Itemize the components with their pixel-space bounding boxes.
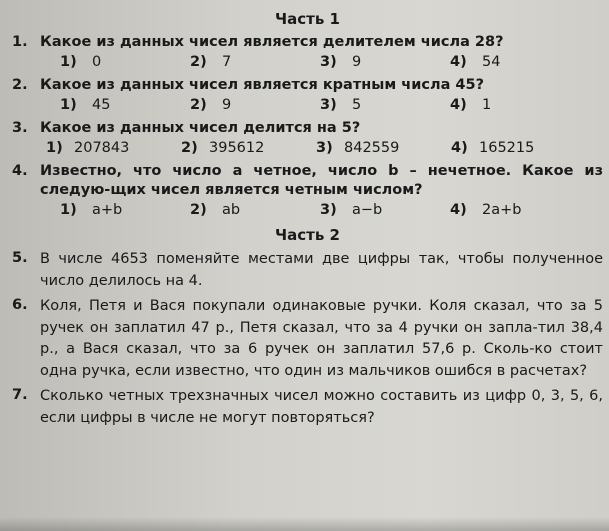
answer-number: 3): [320, 54, 337, 70]
answer-value: 5: [352, 97, 362, 113]
question-number: 1.: [12, 34, 28, 50]
answer-option: [450, 95, 580, 115]
answer-number: 4): [450, 202, 467, 218]
answer-option: [320, 95, 450, 115]
answer-number: 1): [60, 54, 77, 70]
page-bottom-shadow: [0, 517, 609, 531]
question-6: [12, 296, 603, 382]
answer-value: 842559: [344, 140, 400, 156]
part1-title: Часть 1: [275, 10, 340, 28]
answer-option: [190, 95, 320, 115]
question-text: Коля, Петя и Вася покупали одинаковые ручки. Коля сказал, что за 5 ручек он заплатил 47 р., Петя сказал, что за 4 ручки он запла-тил 38,4 р., а Вася сказал, что за 6 ручек он заплатил 57,6 р. Сколь-ко стоит одна ручка, если известно, что один из мальчиков ошибся в расчетах?: [40, 298, 603, 379]
answer-options-3: [12, 138, 603, 158]
answer-value: 7: [222, 54, 232, 70]
answer-option: [60, 200, 190, 220]
answer-options-1: [12, 52, 603, 72]
answer-number: 1): [60, 202, 77, 218]
question-text: В числе 4653 поменяйте местами две цифры так, чтобы полученное число делилось на 4.: [40, 251, 603, 289]
question-4: [12, 162, 603, 200]
answer-value: ab: [222, 202, 241, 218]
answer-option: [320, 52, 450, 72]
question-number: 3.: [12, 120, 28, 136]
answer-number: 3): [316, 140, 333, 156]
question-text: Какое из данных чисел делится на 5?: [40, 120, 361, 136]
answer-value: 207843: [74, 140, 130, 156]
question-text: Какое из данных чисел является кратным числа 45?: [40, 77, 485, 93]
answer-number: 4): [451, 140, 468, 156]
answer-value: 45: [92, 97, 111, 113]
answer-number: 2): [190, 97, 207, 113]
answer-number: 2): [181, 140, 198, 156]
answer-option: [60, 52, 190, 72]
question-text: Известно, что число a четное, число b – нечетное. Какое из следую-щих чисел является четным числом?: [40, 163, 603, 198]
answer-value: 54: [482, 54, 501, 70]
answer-number: 3): [320, 97, 337, 113]
answer-option: [451, 138, 586, 158]
answer-value: 1: [482, 97, 492, 113]
part2-title: Часть 2: [275, 226, 340, 244]
answer-number: 4): [450, 54, 467, 70]
question-3: [12, 119, 603, 138]
answer-number: 3): [320, 202, 337, 218]
question-text: Какое из данных чисел является делителем числа 28?: [40, 34, 504, 50]
question-text: Сколько четных трехзначных чисел можно составить из цифр 0, 3, 5, 6, если цифры в числе не могут повторяться?: [40, 388, 603, 426]
answer-number: 1): [46, 140, 63, 156]
answer-value: 165215: [479, 140, 535, 156]
answer-value: 9: [352, 54, 362, 70]
question-number: 5.: [12, 250, 28, 266]
answer-options-4: [12, 200, 603, 220]
answer-value: 0: [92, 54, 102, 70]
question-5: [12, 249, 603, 292]
question-2: [12, 76, 603, 95]
answer-option: [450, 200, 580, 220]
answer-option: [316, 138, 451, 158]
answer-value: a−b: [352, 202, 383, 218]
question-number: 6.: [12, 297, 28, 313]
answer-option: [60, 95, 190, 115]
question-number: 4.: [12, 163, 28, 179]
answer-number: 4): [450, 97, 467, 113]
question-1: [12, 33, 603, 52]
answer-option: [450, 52, 580, 72]
answer-value: 9: [222, 97, 232, 113]
answer-option: [320, 200, 450, 220]
answer-value: 2a+b: [482, 202, 522, 218]
question-number: 2.: [12, 77, 28, 93]
answer-option: [46, 138, 181, 158]
answer-value: a+b: [92, 202, 123, 218]
answer-value: 395612: [209, 140, 265, 156]
answer-option: [181, 138, 316, 158]
answer-options-2: [12, 95, 603, 115]
answer-number: 2): [190, 202, 207, 218]
question-7: [12, 386, 603, 429]
answer-number: 2): [190, 54, 207, 70]
question-number: 7.: [12, 387, 28, 403]
answer-number: 1): [60, 97, 77, 113]
answer-option: [190, 200, 320, 220]
answer-option: [190, 52, 320, 72]
